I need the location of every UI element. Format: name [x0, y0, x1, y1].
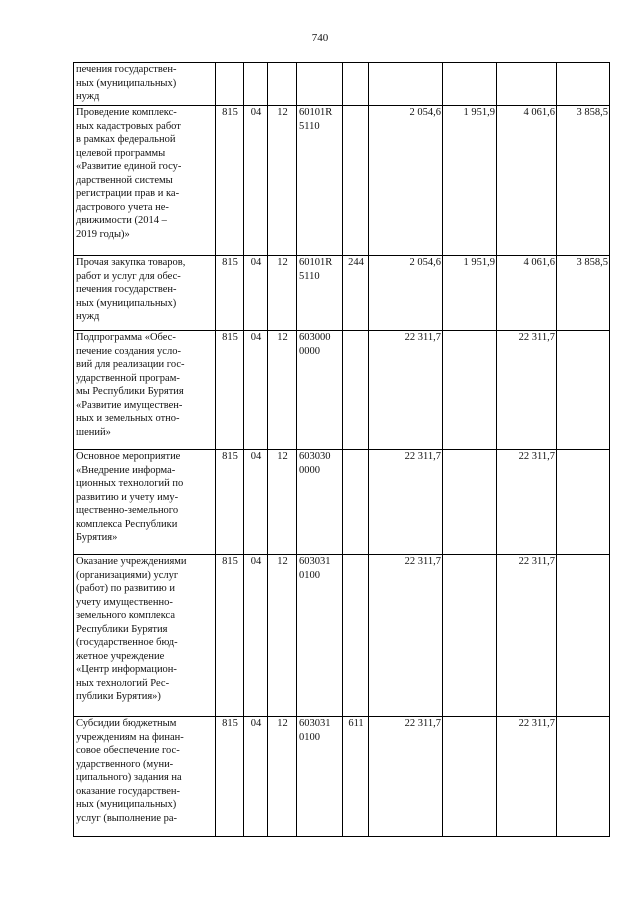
amount-cell	[443, 331, 497, 450]
ved-code-cell: 815	[216, 555, 244, 717]
subsection-code-cell: 12	[268, 717, 297, 837]
table-row	[74, 256, 610, 331]
expense-type-code-cell: 611	[343, 717, 369, 837]
section-code-cell: 04	[244, 450, 268, 555]
amount-cell: 22 311,7	[497, 555, 557, 717]
row-name-cell: Оказание учреждениями (организациями) услуг (работ) по развитию и учету имущественно- земельного комплекса Республики Бурятия (государственное бюд- жетное учреждение «Центр информацион- ных технологий Рес- публики Бурятия»)	[74, 555, 216, 717]
expense-type-code-cell	[343, 106, 369, 256]
amount-cell: 1 951,9	[443, 106, 497, 256]
table-row	[74, 555, 610, 717]
amount-cell: 3 858,5	[557, 256, 610, 331]
section-code-cell	[244, 63, 268, 106]
subsection-code-cell: 12	[268, 555, 297, 717]
amount-cell	[557, 331, 610, 450]
section-code-cell: 04	[244, 555, 268, 717]
amount-cell: 2 054,6	[369, 106, 443, 256]
expense-type-code-cell	[343, 63, 369, 106]
subsection-code-cell: 12	[268, 450, 297, 555]
ved-code-cell: 815	[216, 256, 244, 331]
amount-cell	[443, 717, 497, 837]
target-article-code-cell: 603031 0100	[297, 717, 343, 837]
amount-cell: 22 311,7	[369, 717, 443, 837]
table-row	[74, 63, 610, 106]
amount-cell: 2 054,6	[369, 256, 443, 331]
amount-cell	[443, 63, 497, 106]
amount-cell	[443, 555, 497, 717]
row-name-cell: Субсидии бюджетным учреждениям на финан- совое обеспечение гос- ударственного (муни- ципального) задания на оказание государствен- ных (муниципальных) услуг (выполнение ра-	[74, 717, 216, 837]
amount-cell	[443, 450, 497, 555]
section-code-cell: 04	[244, 331, 268, 450]
target-article-code-cell: 603000 0000	[297, 331, 343, 450]
section-code-cell: 04	[244, 717, 268, 837]
ved-code-cell: 815	[216, 450, 244, 555]
expense-type-code-cell	[343, 331, 369, 450]
row-name-cell: Проведение комплекс- ных кадастровых работ в рамках федеральной целевой программы «Развитие единой госу- дарственной системы регистрации прав и ка- дастрового учета не- движимости (2014 – 2019 годы)»	[74, 106, 216, 256]
section-code-cell: 04	[244, 106, 268, 256]
page-number: 740	[311, 32, 329, 44]
target-article-code-cell: 60101R 5110	[297, 106, 343, 256]
budget-table	[73, 62, 610, 837]
target-article-code-cell: 603031 0100	[297, 555, 343, 717]
expense-type-code-cell	[343, 450, 369, 555]
amount-cell	[557, 717, 610, 837]
table-row	[74, 450, 610, 555]
subsection-code-cell: 12	[268, 331, 297, 450]
amount-cell: 4 061,6	[497, 256, 557, 331]
section-code-cell: 04	[244, 256, 268, 331]
ved-code-cell: 815	[216, 106, 244, 256]
target-article-code-cell	[297, 63, 343, 106]
amount-cell: 22 311,7	[369, 331, 443, 450]
amount-cell	[557, 63, 610, 106]
amount-cell	[557, 450, 610, 555]
row-name-cell: Основное мероприятие «Внедрение информа- ционных технологий по развитию и учету иму- щественно-земельного комплекса Республики Бурятия»	[74, 450, 216, 555]
target-article-code-cell: 60101R 5110	[297, 256, 343, 331]
target-article-code-cell: 603030 0000	[297, 450, 343, 555]
amount-cell: 3 858,5	[557, 106, 610, 256]
ved-code-cell: 815	[216, 717, 244, 837]
ved-code-cell	[216, 63, 244, 106]
ved-code-cell: 815	[216, 331, 244, 450]
row-name-cell: Прочая закупка товаров, работ и услуг для обес- печения государствен- ных (муниципальных) нужд	[74, 256, 216, 331]
table-row	[74, 331, 610, 450]
table-row	[74, 106, 610, 256]
amount-cell: 4 061,6	[497, 106, 557, 256]
expense-type-code-cell: 244	[343, 256, 369, 331]
row-name-cell: Подпрограмма «Обес- печение создания усло- вий для реализации гос- ударственной програм- мы Республики Бурятия «Развитие имуществен- ных и земельных отно- шений»	[74, 331, 216, 450]
row-name-cell: печения государствен- ных (муниципальных) нужд	[74, 63, 216, 106]
amount-cell	[557, 555, 610, 717]
amount-cell	[497, 63, 557, 106]
table-row	[74, 717, 610, 837]
subsection-code-cell: 12	[268, 256, 297, 331]
amount-cell: 1 951,9	[443, 256, 497, 331]
amount-cell: 22 311,7	[497, 331, 557, 450]
amount-cell: 22 311,7	[497, 717, 557, 837]
expense-type-code-cell	[343, 555, 369, 717]
subsection-code-cell: 12	[268, 106, 297, 256]
subsection-code-cell	[268, 63, 297, 106]
amount-cell: 22 311,7	[369, 555, 443, 717]
amount-cell: 22 311,7	[497, 450, 557, 555]
amount-cell	[369, 63, 443, 106]
amount-cell: 22 311,7	[369, 450, 443, 555]
